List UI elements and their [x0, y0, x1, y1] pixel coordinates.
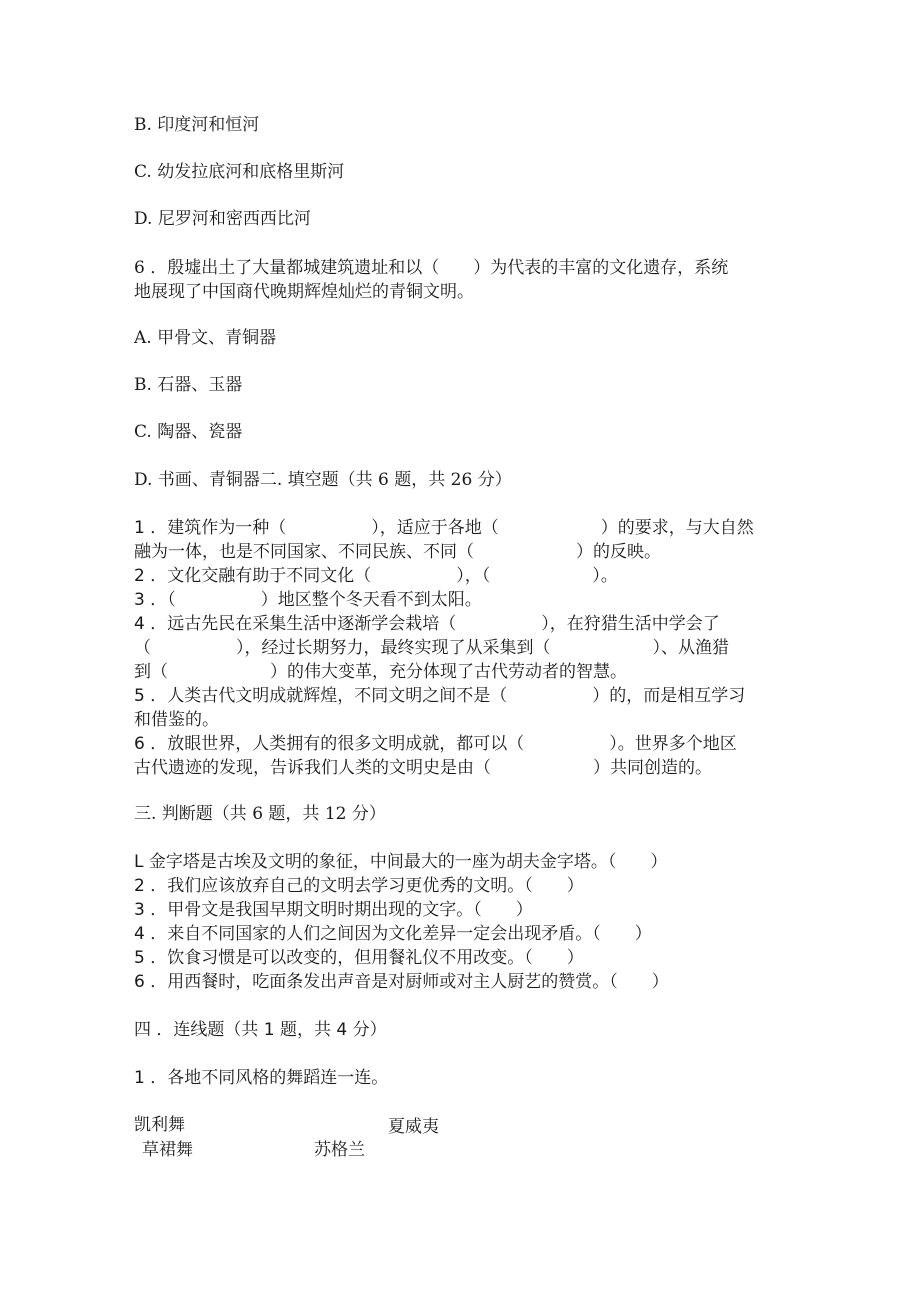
match-place-hawaii: 夏威夷: [388, 1117, 439, 1137]
judge-line-2: 2 ．我们应该放弃自己的文明去学习更优秀的文明。（ ）: [134, 876, 584, 896]
fill-line-11: 古代遗迹的发现，告诉我们人类的文明史是由（ ）共同创造的。: [134, 758, 712, 778]
fill-line-7: 到（ ）的伟大变革，充分体现了古代劳动者的智慧。: [134, 662, 627, 682]
fill-line-1: 1 ．建筑作为一种（ ），适应于各地（ ）的要求，与大自然: [134, 518, 754, 538]
match-question-1: 1 ．各地不同风格的舞蹈连一连。: [134, 1068, 389, 1088]
fill-line-4: 3 ．（ ）地区整个冬天看不到太阳。: [134, 590, 482, 610]
judge-line-3: 3 ．甲骨文是我国早期文明时期出现的文字。（ ）: [134, 900, 533, 920]
match-dance-grass-skirt: 草裙舞: [142, 1140, 193, 1160]
q6-option-c: C. 陶器、瓷器: [134, 422, 243, 442]
fill-line-6: （ ），经过长期努力，最终实现了从采集到（ ）、从渔猎: [134, 638, 729, 658]
q6-stem-line2: 地展现了中国商代晚期辉煌灿烂的青铜文明。: [134, 282, 474, 302]
match-section-title: 四 ．连线题（共 1 题，共 4 分）: [134, 1020, 387, 1040]
q6-option-a: A. 甲骨文、青铜器: [134, 328, 277, 348]
fill-line-8: 5 ．人类古代文明成就辉煌，不同文明之间不是（ ）的，而是相互学习: [134, 686, 746, 706]
q6-stem-line1: 6 ．殷墟出土了大量都城建筑遗址和以（ ）为代表的丰富的文化遗存，系统: [134, 258, 729, 278]
match-dance-kelly: 凯利舞: [134, 1115, 185, 1135]
judge-line-1: L 金字塔是古埃及文明的象征，中间最大的一座为胡夫金字塔。（ ）: [134, 852, 668, 872]
judge-line-6: 6 ．用西餐时，吃面条发出声音是对厨师或对主人厨艺的赞赏。（ ）: [134, 972, 669, 992]
fill-line-2: 融为一体，也是不同国家、不同民族、不同（ ）的反映。: [134, 542, 661, 562]
fill-line-3: 2 ．文化交融有助于不同文化（ ），（ ）。: [134, 566, 618, 586]
judge-section-title: 三. 判断题（共 6 题，共 12 分）: [134, 804, 386, 824]
fill-line-9: 和借鉴的。: [134, 710, 219, 730]
q5-option-d: D. 尼罗河和密西西比河: [134, 209, 311, 229]
fill-line-10: 6 ．放眼世界，人类拥有的很多文明成就，都可以（ ）。世界多个地区: [134, 734, 737, 754]
judge-line-5: 5 ．饮食习惯是可以改变的，但用餐礼仪不用改变。（ ）: [134, 948, 584, 968]
judge-line-4: 4 ．来自不同国家的人们之间因为文化差异一定会出现矛盾。（ ）: [134, 924, 652, 944]
q5-option-b: B. 印度河和恒河: [134, 115, 260, 135]
match-place-scotland: 苏格兰: [314, 1140, 365, 1160]
q5-option-c: C. 幼发拉底河和底格里斯河: [134, 162, 345, 182]
fill-line-5: 4 ．远古先民在采集生活中逐渐学会栽培（ ），在狩猎生活中学会了: [134, 614, 720, 634]
q6-option-b: B. 石器、玉器: [134, 375, 243, 395]
q6-option-d-and-section-title: D. 书画、青铜器二. 填空题（共 6 题，共 26 分）: [134, 470, 512, 490]
